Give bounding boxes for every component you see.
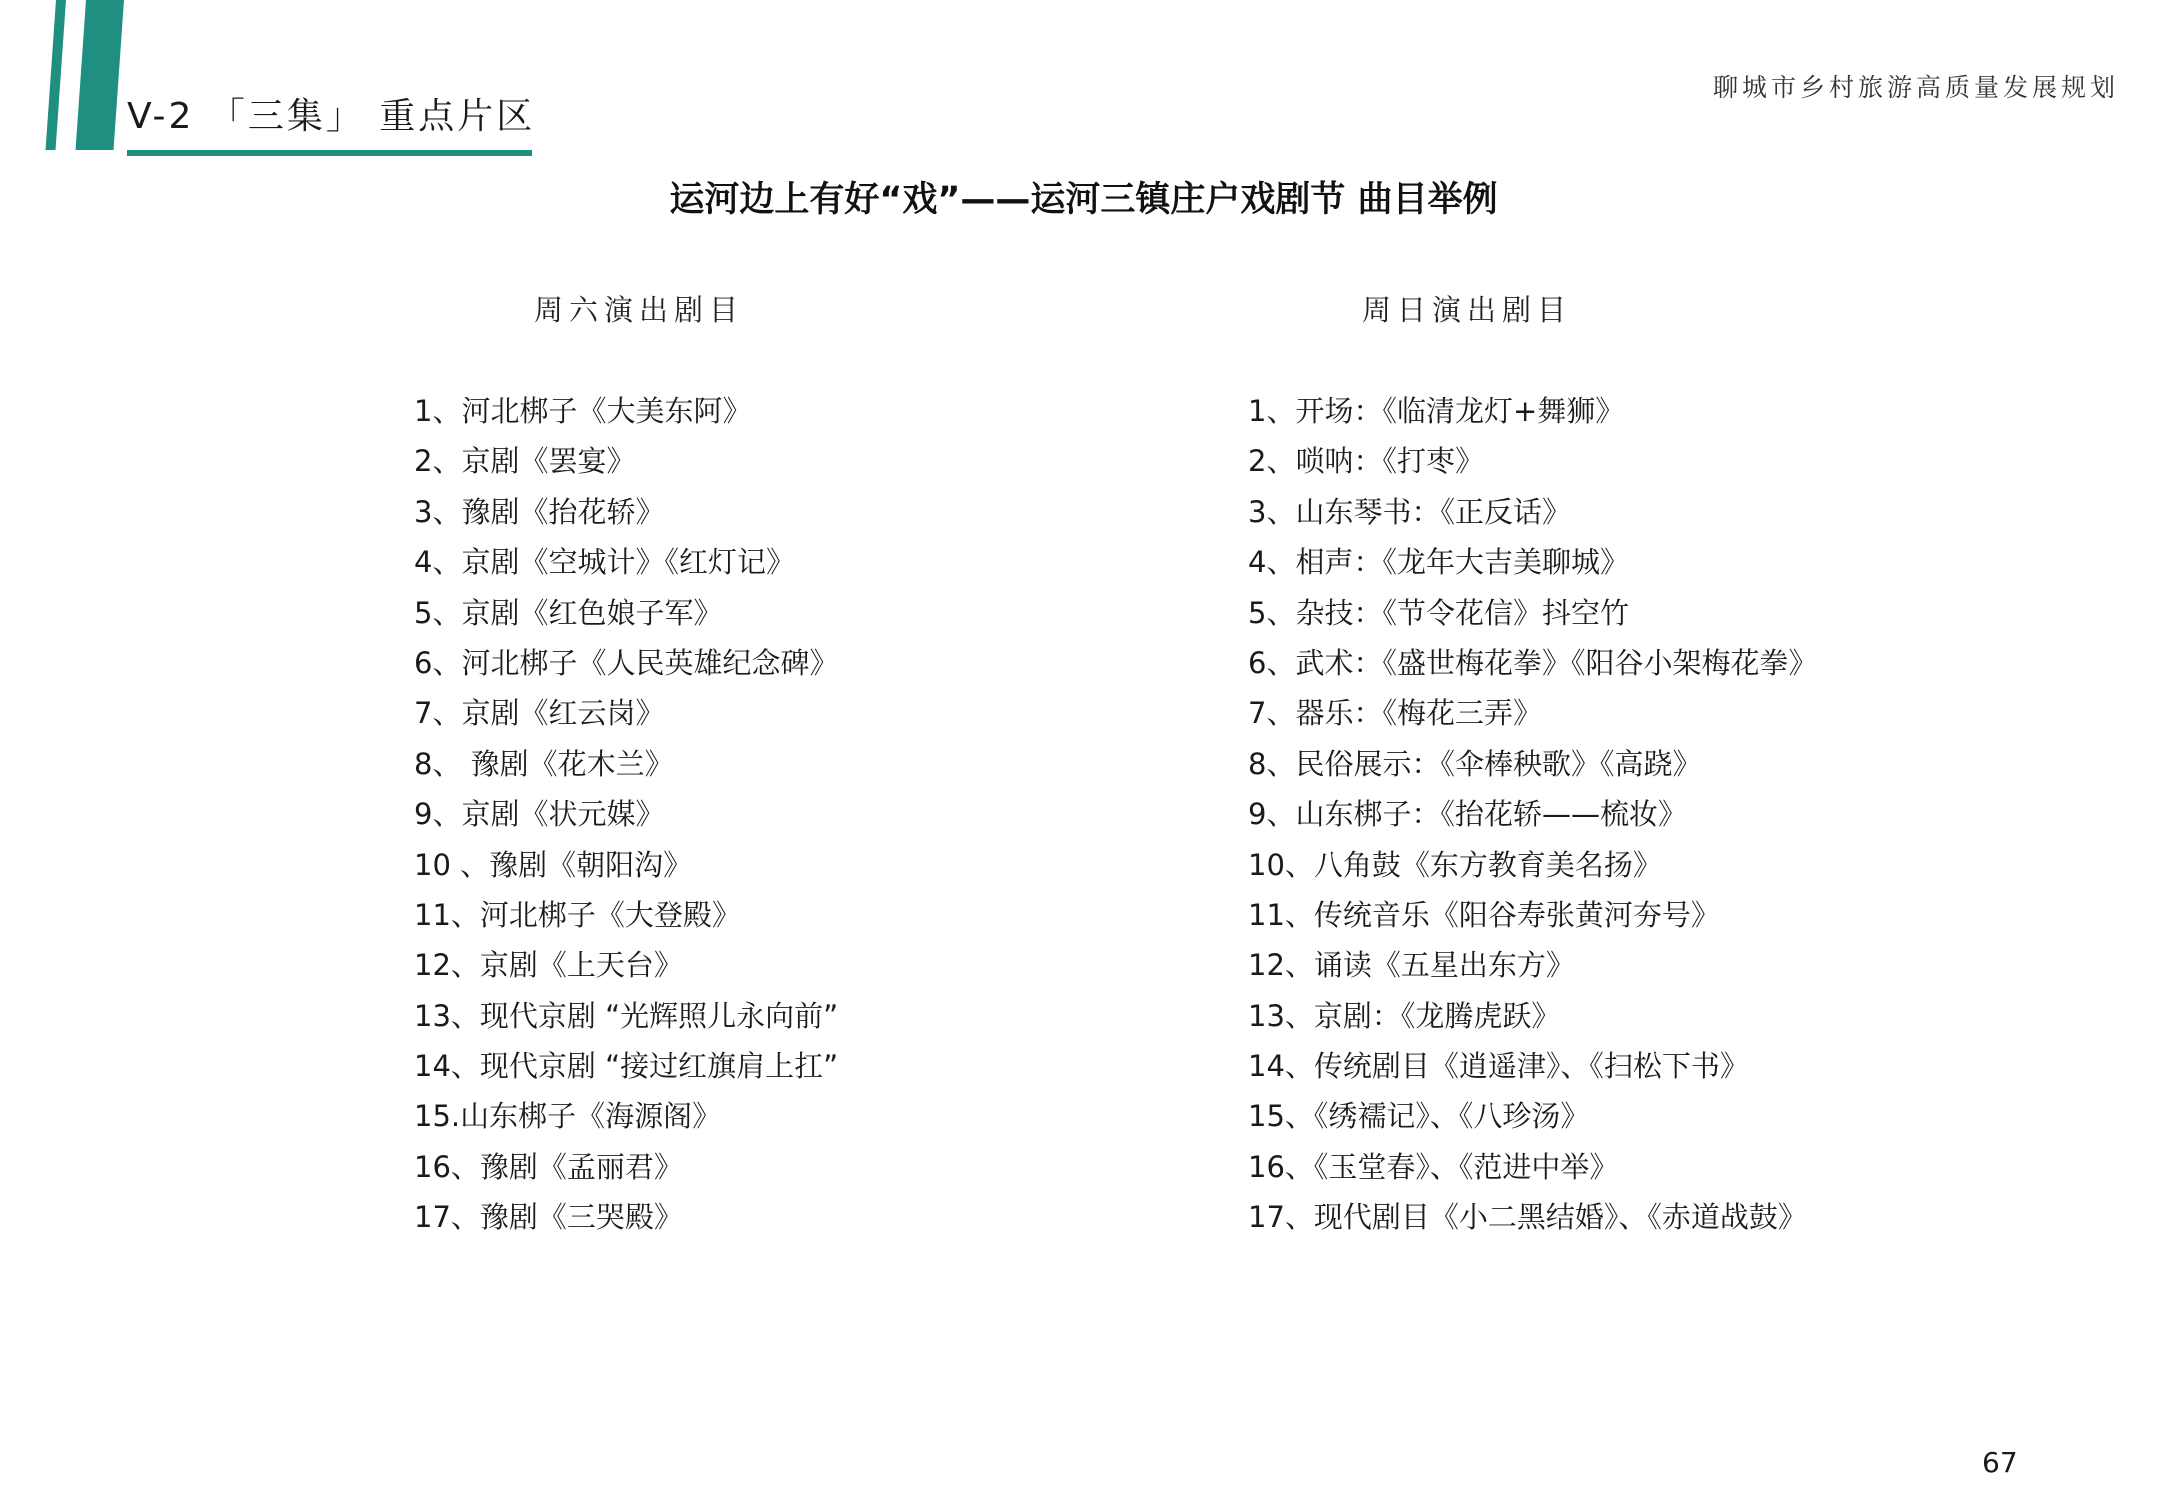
sunday-program-item: 6、武术：《盛世梅花拳》《阳谷小架梅花拳》 [1248, 645, 1818, 680]
decorative-stripe-thick [76, 0, 124, 150]
sunday-program-item: 12、诵读《五星出东方》 [1248, 948, 1575, 983]
sunday-program-list [1248, 386, 1817, 1243]
decorative-stripe-thin [46, 0, 66, 150]
page-heading: 运河边上有好“戏”——运河三镇庄户戏剧节 曲目举例 [669, 180, 1498, 220]
saturday-program-item: 7、京剧《红云岗》 [414, 696, 665, 731]
sunday-program-item: 1、开场：《临清龙灯+舞狮》 [1248, 394, 1625, 428]
section-title-underline [127, 150, 532, 156]
saturday-program-item: 12、京剧《上天台》 [414, 948, 683, 983]
saturday-program-item: 17、豫剧《三哭殿》 [414, 1200, 683, 1235]
sunday-program-item: 4、相声：《龙年大吉美聊城》 [1248, 545, 1629, 580]
saturday-program-item: 5、京剧《红色娘子军》 [414, 595, 723, 630]
sunday-program-item: 15、《绣襦记》、《八珍汤》 [1248, 1099, 1590, 1134]
sunday-program-item: 14、传统剧目《逍遥津》、《扫松下书》 [1248, 1049, 1749, 1084]
saturday-program-item: 9、京剧《状元媒》 [414, 797, 665, 832]
saturday-column-header: 周六演出剧目 [534, 293, 745, 327]
saturday-program-item: 13、现代京剧 “光辉照儿永向前” [414, 998, 839, 1033]
saturday-program-item: 2、京剧《罢宴》 [414, 444, 636, 479]
sunday-column-header: 周日演出剧目 [1362, 293, 1573, 327]
saturday-program-item: 15.山东梆子《海源阁》 [414, 1099, 722, 1134]
saturday-program-item: 3、豫剧《抬花轿》 [414, 494, 665, 529]
sunday-program-item: 9、山东梆子：《抬花轿——梳妆》 [1248, 797, 1687, 832]
sunday-program-item: 7、器乐：《梅花三弄》 [1248, 696, 1542, 731]
sunday-program-item: 10、八角鼓《东方教育美名扬》 [1248, 847, 1662, 882]
section-title: V-2 「三集」 重点片区 [127, 96, 536, 137]
sunday-program-item: 2、唢呐：《打枣》 [1248, 444, 1484, 479]
saturday-program-item: 16、豫剧《孟丽君》 [414, 1149, 683, 1184]
saturday-program-item: 1、河北梆子《大美东阿》 [414, 394, 752, 428]
sunday-program-item: 5、杂技：《节令花信》抖空竹 [1248, 595, 1629, 630]
sunday-program-item: 3、山东琴书：《正反话》 [1248, 494, 1571, 529]
saturday-program-item: 14、现代京剧 “接过红旗肩上扛” [414, 1049, 839, 1084]
sunday-program-item: 13、京剧：《龙腾虎跃》 [1248, 998, 1561, 1033]
sunday-program-item: 16、《玉堂春》、《范进中举》 [1248, 1149, 1619, 1184]
saturday-program-list [414, 386, 838, 1243]
sunday-program-item: 8、民俗展示：《伞棒秧歌》《高跷》 [1248, 746, 1702, 781]
saturday-program-item: 11、河北梆子《大登殿》 [414, 897, 741, 932]
saturday-program-item: 8、 豫剧《花木兰》 [414, 746, 674, 781]
sunday-program-item: 11、传统音乐《阳谷寿张黄河夯号》 [1248, 897, 1720, 932]
page-number: 67 [1982, 1446, 2018, 1479]
saturday-program-item: 6、河北梆子《人民英雄纪念碑》 [414, 645, 839, 680]
document-title: 聊城市乡村旅游高质量发展规划 [1712, 73, 2119, 102]
saturday-program-item: 4、京剧《空城计》《红灯记》 [414, 545, 795, 580]
saturday-program-item: 10 、豫剧《朝阳沟》 [414, 847, 693, 882]
sunday-program-item: 17、现代剧目《小二黑结婚》、《赤道战鼓》 [1248, 1200, 1807, 1235]
